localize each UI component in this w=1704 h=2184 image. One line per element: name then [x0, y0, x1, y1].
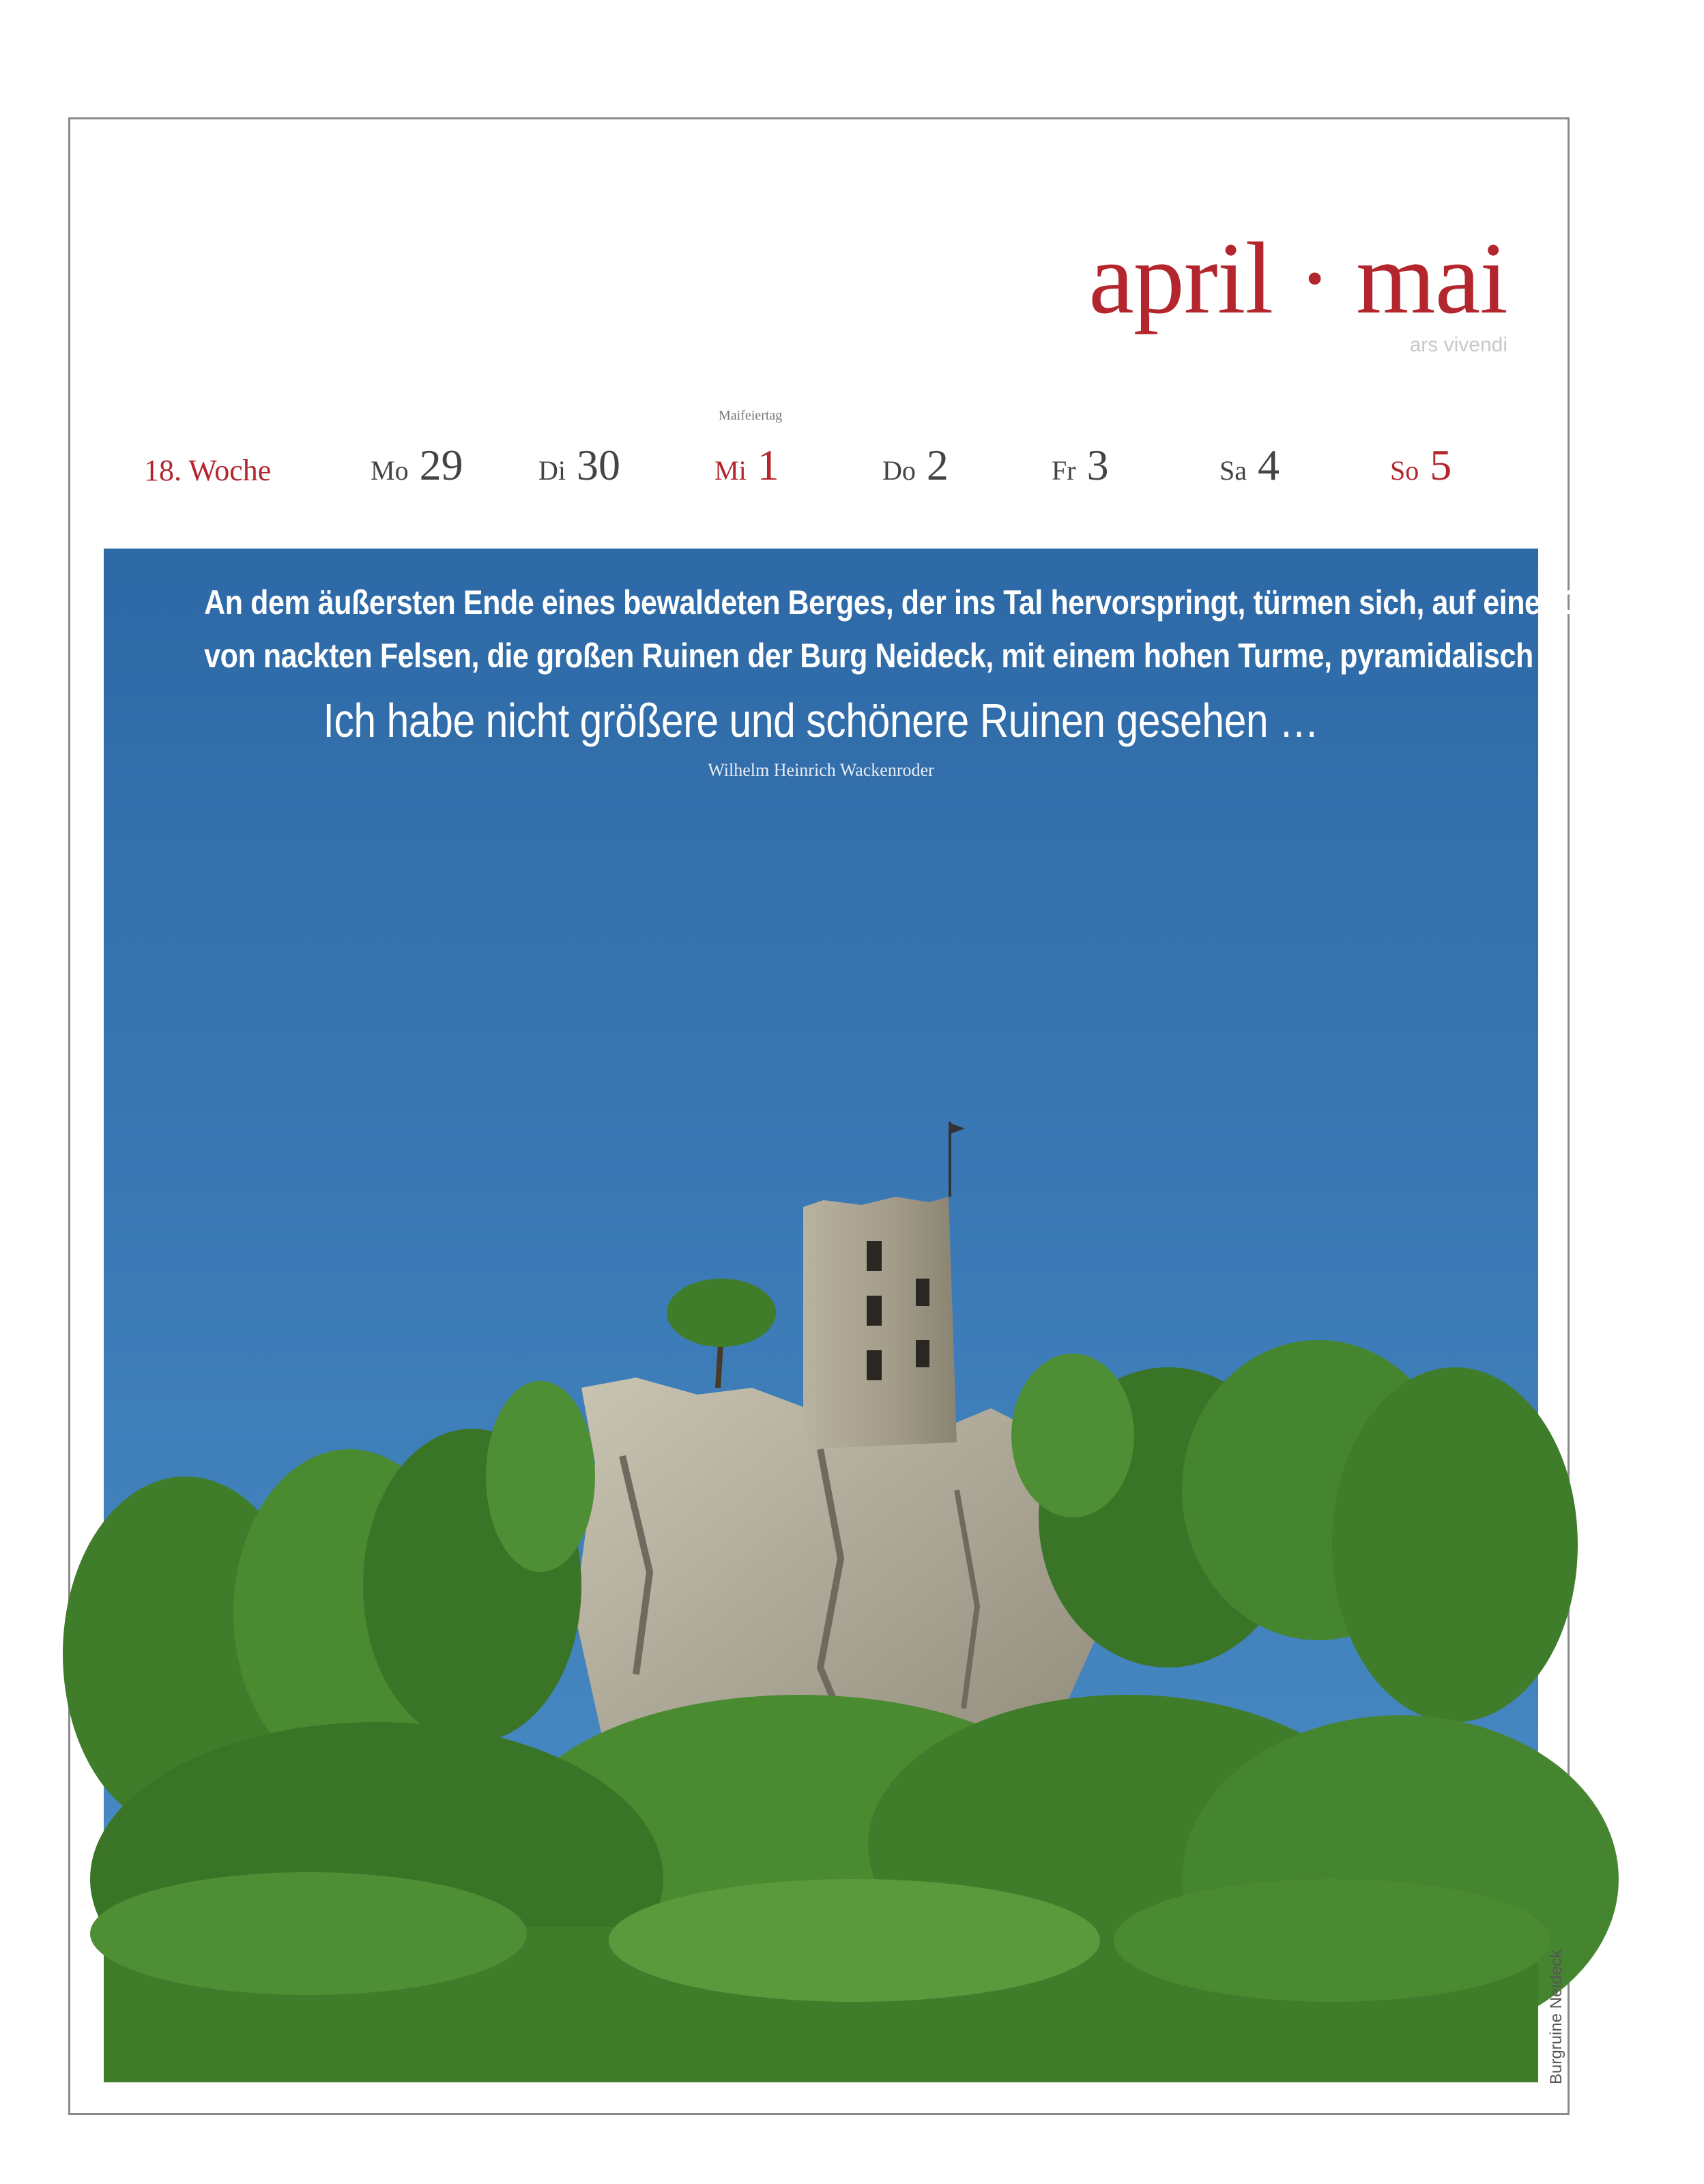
week-row — [70, 440, 1568, 501]
day-friday — [1052, 440, 1109, 501]
photo-caption: Burgruine Neideck — [1547, 1949, 1565, 2084]
day-name: Di — [538, 455, 566, 486]
month-title: april · mai — [1088, 222, 1507, 335]
quote-block — [104, 576, 1704, 781]
quote-highlight: Ich habe nicht größere und schönere Ruinen gesehen … — [323, 694, 1319, 747]
day-monday — [371, 440, 463, 501]
day-name: Do — [882, 455, 916, 486]
day-sunday — [1390, 440, 1452, 501]
day-number: 29 — [419, 441, 463, 489]
day-thursday — [882, 440, 949, 501]
day-name: Fr — [1052, 455, 1076, 486]
calendar-page — [68, 117, 1704, 2115]
day-number: 3 — [1086, 441, 1109, 489]
quote-line-1: An dem äußersten Ende eines bewaldeten Berges, der ins Tal hervorspringt, türmen sich, auf einer Grundlage — [204, 583, 1704, 622]
day-number: 2 — [926, 441, 949, 489]
quote-line-2: von nackten Felsen, die großen Ruinen der Burg Neideck, mit einem hohen Turme, pyramidalisch in die Höhe. — [204, 637, 1704, 675]
quote-author: Wilhelm Heinrich Wackenroder — [708, 760, 934, 780]
week-number: 18. Woche — [144, 454, 272, 487]
publisher-label: ars vivendi — [1409, 334, 1507, 356]
day-number: 4 — [1258, 441, 1280, 489]
day-tuesday — [538, 440, 620, 501]
day-number: 1 — [757, 441, 779, 489]
day-name: Mi — [714, 455, 747, 486]
day-number: 30 — [577, 441, 620, 489]
day-name: Mo — [371, 455, 409, 486]
day-name: Sa — [1219, 455, 1247, 486]
day-saturday — [1219, 440, 1280, 501]
holiday-label: Maifeiertag — [719, 408, 783, 423]
day-wednesday — [714, 440, 779, 501]
day-name: So — [1390, 455, 1419, 486]
day-number: 5 — [1430, 441, 1452, 489]
